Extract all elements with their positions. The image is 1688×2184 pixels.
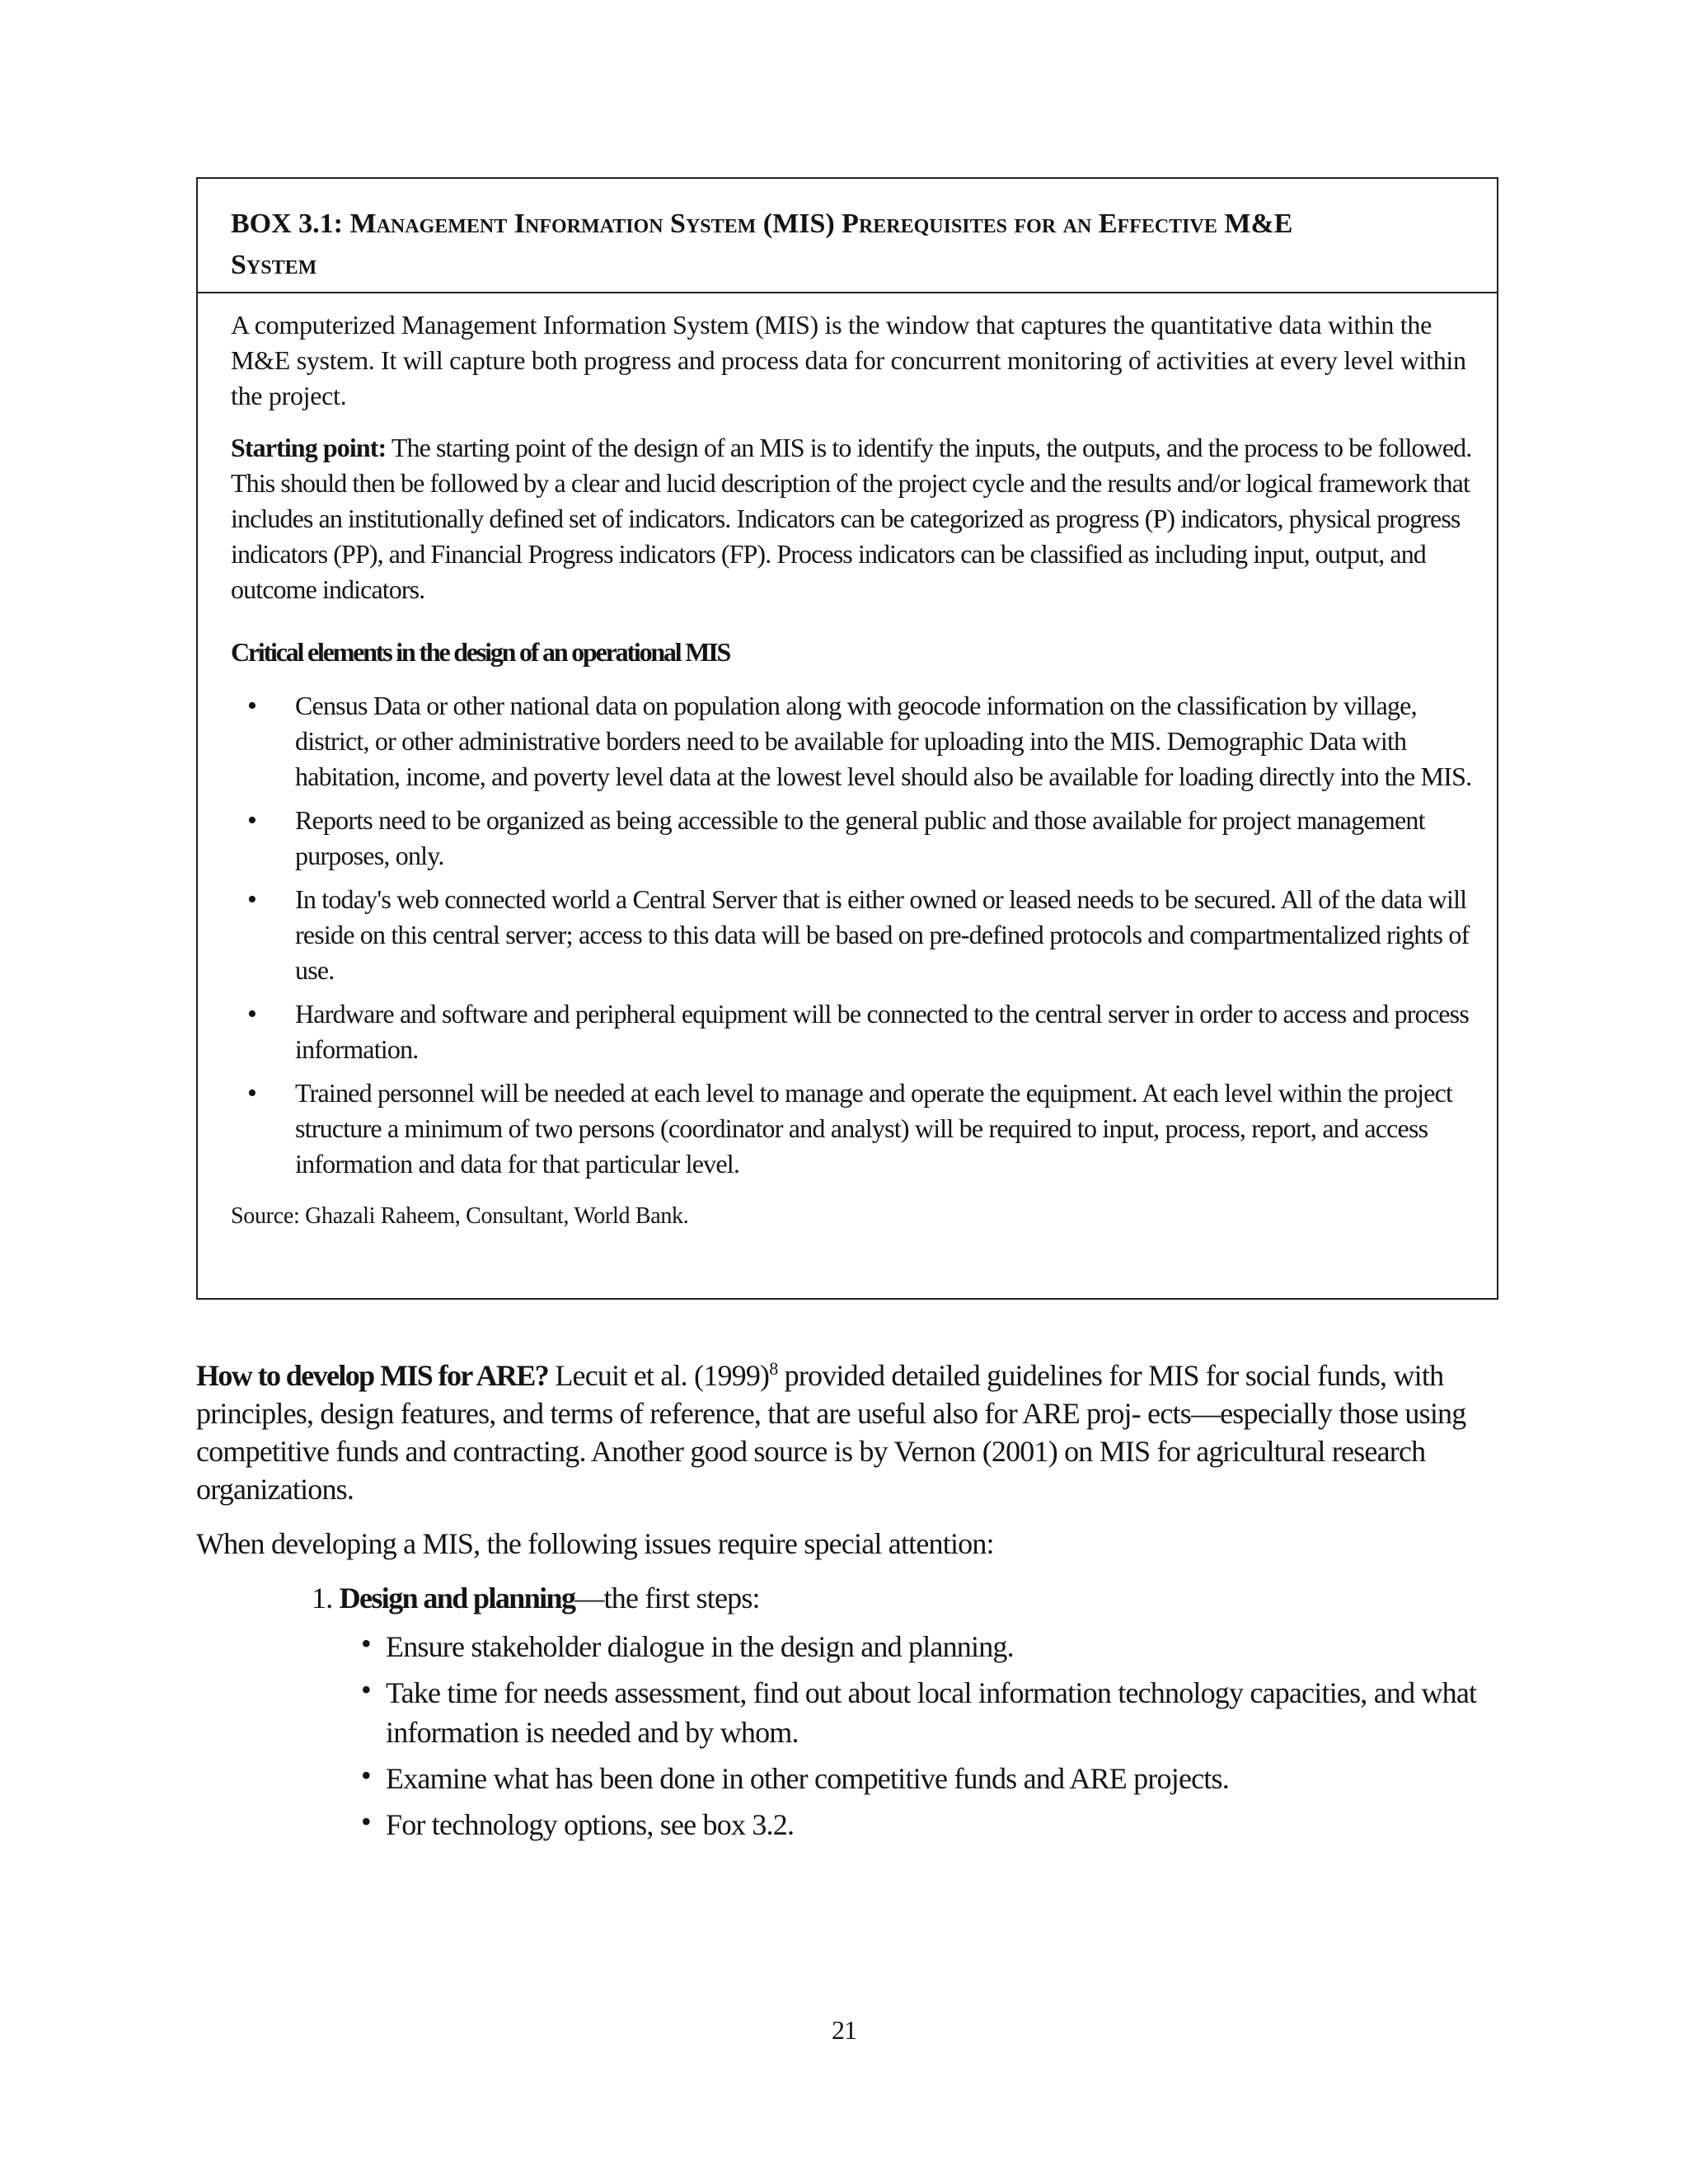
page-number: 21	[832, 2015, 856, 2045]
list-item-text: Ensure stakeholder dialogue in the design and planning.	[386, 1630, 1014, 1663]
item-text: —the first steps:	[574, 1582, 760, 1615]
how-to-develop-paragraph	[196, 1357, 1498, 1508]
bullet-icon: •	[247, 805, 257, 836]
critical-elements-heading: Critical elements in the design of an operational MIS	[231, 637, 730, 667]
box-3-1	[196, 177, 1498, 1300]
special-attention-paragraph: When developing a MIS, the following issues require special attention:	[196, 1527, 994, 1560]
list-item	[231, 882, 1484, 988]
list-item-text: Trained personnel will be needed at each level to manage and operate the equipment. At each level within the project structure a minimum of two persons (coordinator and analyst) will be required to input, process, report, and access information and data for that particular level.	[295, 1078, 1453, 1179]
footnote-reference: 8	[769, 1358, 778, 1379]
bullet-icon: •	[361, 1759, 371, 1792]
box-title	[231, 204, 1385, 286]
list-item	[361, 1673, 1498, 1752]
issue-item-1	[312, 1579, 1498, 1617]
list-item	[361, 1759, 1498, 1798]
bullet-icon: •	[247, 1078, 257, 1108]
box-intro: A computerized Management Information System (MIS) is the window that captures the quantitative data within the M&E system. It will capture both progress and process data for concurrent monitoring of activities at every level within the project.	[231, 310, 1466, 410]
box-title-prefix: BOX 3.1:	[231, 209, 350, 239]
item-number: 1.	[312, 1582, 340, 1615]
box-header	[198, 179, 1497, 293]
bullet-icon: •	[361, 1673, 371, 1706]
bullet-icon: •	[247, 999, 257, 1029]
bullet-icon: •	[361, 1627, 371, 1660]
list-item	[361, 1805, 1498, 1844]
how-to-develop-heading: How to develop MIS for ARE?	[196, 1359, 549, 1392]
design-planning-steps	[361, 1627, 1498, 1844]
item-heading: Design and planning	[339, 1582, 575, 1615]
list-item-text: For technology options, see box 3.2.	[386, 1808, 795, 1841]
bullet-icon: •	[361, 1805, 371, 1838]
critical-elements-list	[231, 688, 1484, 1182]
box-source: Source: Ghazali Raheem, Consultant, World Bank.	[231, 1203, 689, 1229]
main-text	[196, 1357, 1498, 1851]
paragraph-text: provided detailed guidelines for MIS for social funds, with principles, design features, and terms of reference, that are useful also for ARE proj- ects—especially those using competitive funds and contracting. Another good source is by Vernon (2001) on MIS for agricultural research organizations.	[196, 1359, 1466, 1506]
list-item-text: Reports need to be organized as being accessible to the general public and those available for project management purposes, only.	[295, 805, 1425, 870]
list-item	[231, 688, 1484, 794]
paragraph-text: Lecuit et al. (1999)	[548, 1359, 770, 1392]
list-item-text: In today's web connected world a Central Server that is either owned or leased needs to be secured. All of the data will reside on this central server; access to this data will be based on pre-defined protocols and compartmentalized rights of use.	[295, 884, 1470, 985]
list-item	[361, 1627, 1498, 1666]
list-item-text: Hardware and software and peripheral equipment will be connected to the central server in order to access and process information.	[295, 999, 1469, 1064]
list-item-text: Census Data or other national data on population along with geocode information on the classification by village, district, or other administrative borders need to be available for uploading into the MIS. Demographic Data with habitation, income, and poverty level data at the lowest level should also be available for loading directly into the MIS.	[295, 691, 1472, 791]
issues-list	[312, 1579, 1498, 1844]
box-title-text: Management Information System (MIS) Prerequisites for an Effective M&E System	[231, 209, 1293, 280]
starting-point-text: The starting point of the design of an MIS is to identify the inputs, the outputs, and the process to be followed. This should then be followed by a clear and lucid description of the project cycle and the results and/or logical framework that includes an institutionally defined set of indicators. Indicators can be categorized as progress (P) indicators, physical progress indicators (PP), and Financial Progress indicators (FP). Process indicators can be classified as including input, output, and outcome indicators.	[231, 433, 1472, 604]
list-item	[231, 996, 1484, 1067]
list-item-text: Take time for needs assessment, find out about local information technology capacities, and what information is needed and by whom.	[386, 1676, 1477, 1749]
starting-point-label: Starting point:	[231, 433, 387, 462]
starting-point-paragraph	[231, 430, 1484, 607]
list-item-text: Examine what has been done in other competitive funds and ARE projects.	[386, 1762, 1229, 1795]
list-item	[231, 1076, 1484, 1182]
list-item	[231, 803, 1484, 874]
bullet-icon: •	[247, 691, 257, 721]
box-body	[231, 307, 1484, 1231]
bullet-icon: •	[247, 884, 257, 915]
